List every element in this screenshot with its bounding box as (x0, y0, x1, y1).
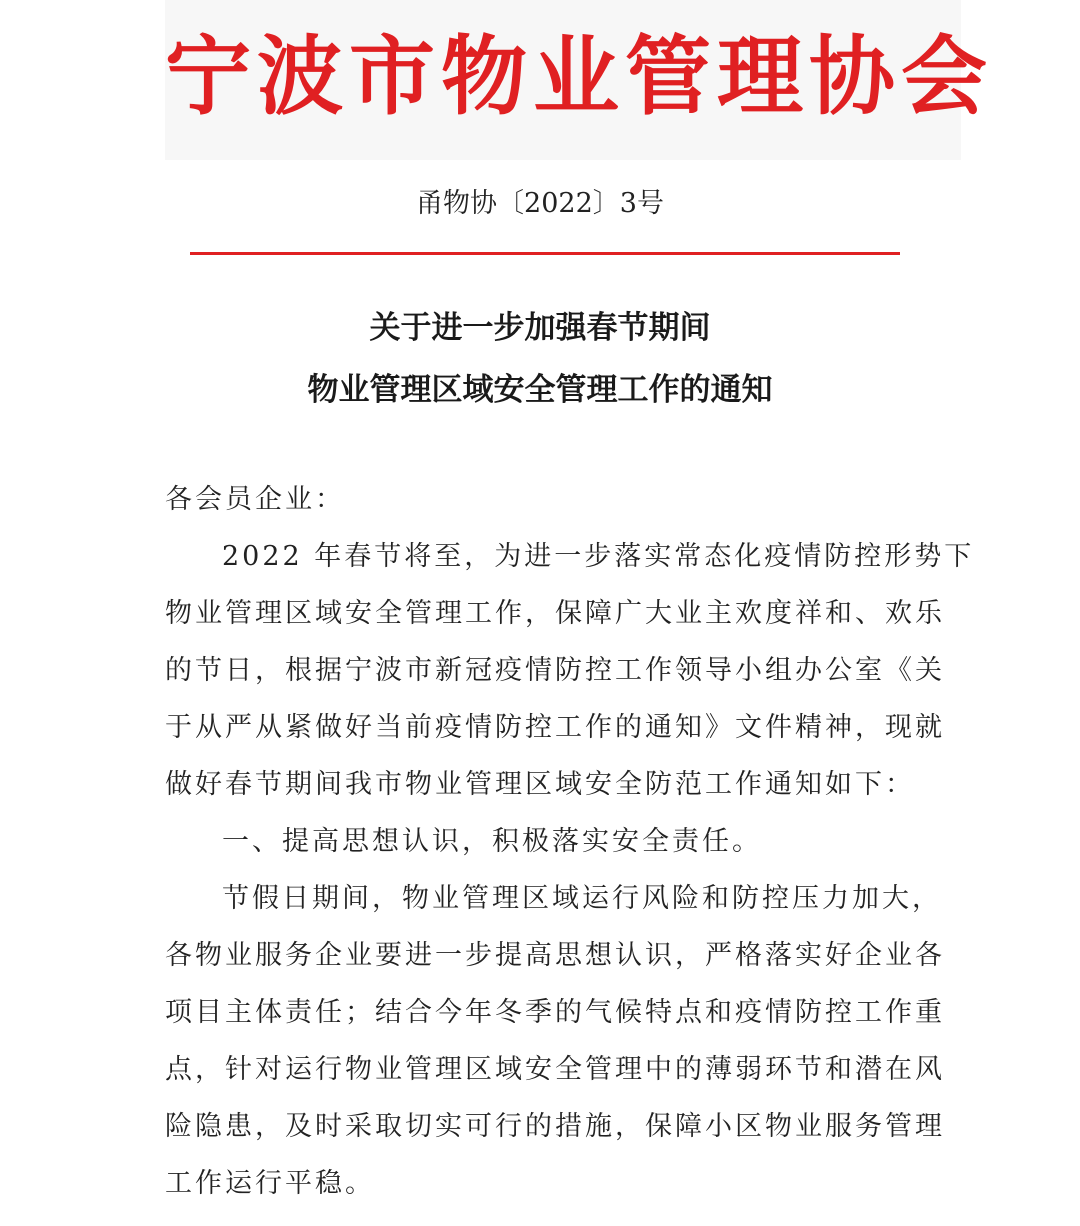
paragraph-line: 2022 年春节将至，为进一步落实常态化疫情防控形势下 (222, 541, 975, 572)
letterhead (165, 0, 993, 160)
document-number: 甬物协〔2022〕3号 (416, 188, 664, 219)
paragraph-line: 各物业服务企业要进一步提高思想认识，严格落实好企业各 (165, 940, 945, 971)
section-heading: 一、提高思想认识，积极落实安全责任。 (222, 826, 762, 857)
organization-name: 宁波市物业管理协会 (165, 27, 993, 127)
salutation: 各会员企业： (165, 484, 345, 515)
paragraph-line: 的节日，根据宁波市新冠疫情防控工作领导小组办公室《关 (165, 655, 945, 686)
notice-title-line-1: 关于进一步加强春节期间 (369, 310, 711, 346)
paragraph-line: 险隐患，及时采取切实可行的措施，保障小区物业服务管理 (165, 1111, 945, 1142)
paragraph-line: 物业管理区域安全管理工作，保障广大业主欢度祥和、欢乐 (165, 598, 945, 629)
paragraph-line: 项目主体责任；结合今年冬季的气候特点和疫情防控工作重 (165, 997, 945, 1028)
paragraph-line: 工作运行平稳。 (165, 1168, 375, 1199)
paragraph-line: 于从严从紧做好当前疫情防控工作的通知》文件精神，现就 (165, 712, 945, 743)
paragraph-line: 做好春节期间我市物业管理区域安全防范工作通知如下： (165, 769, 915, 800)
paragraph-line: 节假日期间，物业管理区域运行风险和防控压力加大， (222, 883, 942, 914)
paragraph-line: 点，针对运行物业管理区域安全管理中的薄弱环节和潜在风 (165, 1054, 945, 1085)
header-divider (190, 252, 900, 255)
notice-title-line-2: 物业管理区域安全管理工作的通知 (307, 372, 773, 408)
